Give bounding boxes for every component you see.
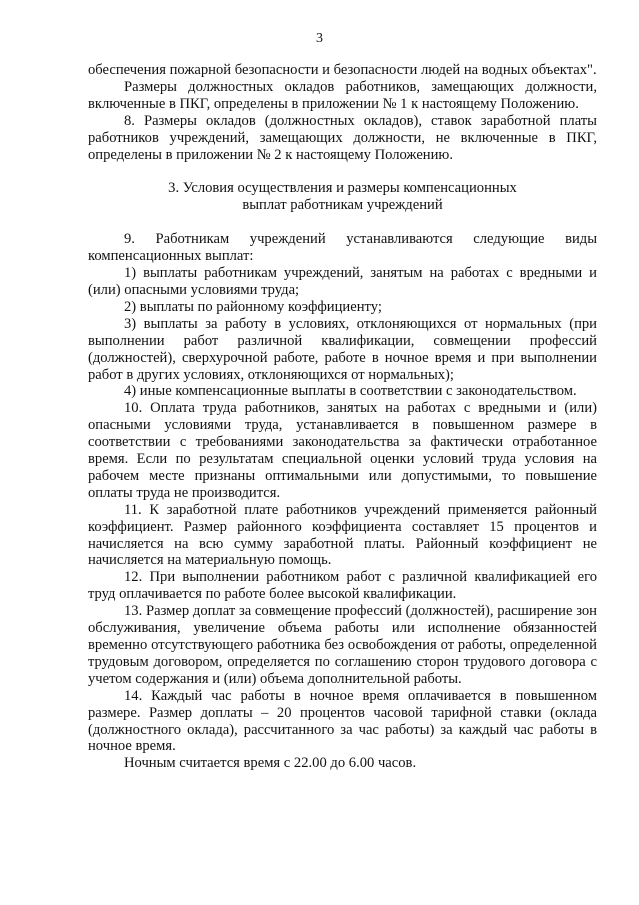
paragraph-item-12: 12. При выполнении работником работ с различной квалификацией его труд оплачивается по работе более высокой квалификации. <box>88 569 597 603</box>
paragraph-item-11: 11. К заработной плате работников учреждений применяется районный коэффициент. Размер районного коэффициента составляет 15 процентов и начисляется на всю сумму заработной платы. Районный коэффициент не начисляется на материальную помощь. <box>88 501 597 569</box>
section-heading-line-1: 3. Условия осуществления и размеры компенсационных <box>168 180 517 197</box>
paragraph-item-10: 10. Оплата труда работников, занятых на работах с вредными и (или) опасными условиями труда, устанавливается в повышенном размере в соответствии с требованиями законодательства за фактически отработанное время. Если по результатам специальной оценки условий труда условия на рабочем месте признаны оптимальными или допустимыми, то повышение оплаты труда не производится. <box>88 400 597 501</box>
section-heading-line-2: выплат работникам учреждений <box>242 197 443 214</box>
paragraph-continuation: обеспечения пожарной безопасности и безопасности людей на водных объектах". <box>88 62 597 78</box>
list-item-4: 4) иные компенсационные выплаты в соответствии с законодательством. <box>124 383 577 400</box>
list-item-2: 2) выплаты по районному коэффициенту; <box>124 298 382 315</box>
list-item-3: 3) выплаты за работу в условиях, отклоняющихся от нормальных (при выполнении работ различной квалификации, совмещении профессий (должностей), сверхурочной работе, работе в ночное время и при выполнении работ в других условиях, отклоняющихся от нормальных); <box>88 315 597 383</box>
page-number: 3 <box>316 31 323 46</box>
section-heading <box>88 180 597 214</box>
paragraph-item-14: 14. Каждый час работы в ночное время оплачивается в повышенном размере. Размер доплаты – 20 процентов часовой тарифной ставки (оклада (должностного оклада), рассчитанного за час работы) за каждый час работы в ночное время. <box>88 687 597 755</box>
paragraph-item-13: 13. Размер доплат за совмещение профессий (должностей), расширение зон обслуживания, увеличение объема работы или исполнение обязанностей временно отсутствующего работника без освобождения от работы, определенной трудовым договором, определяется по соглашению сторон трудового договора с учетом содержания и (или) объема дополнительной работы. <box>88 603 597 687</box>
paragraph-item-9: 9. Работникам учреждений устанавливаются следующие виды компенсационных выплат: <box>88 231 597 265</box>
document-body <box>88 62 597 772</box>
paragraph-night-time: Ночным считается время с 22.00 до 6.00 часов. <box>124 755 417 772</box>
paragraph-official-salaries: Размеры должностных окладов работников, замещающих должности, включенные в ПКГ, определены в приложении № 1 к настоящему Положению. <box>88 78 597 112</box>
paragraph-item-8: 8. Размеры окладов (должностных окладов), ставок заработной платы работников учреждений, замещающих должности, не включенные в ПКГ, определены в приложении № 2 к настоящему Положению. <box>88 112 597 163</box>
list-item-1: 1) выплаты работникам учреждений, занятым на работах с вредными и (или) опасными условиями труда; <box>88 265 597 298</box>
